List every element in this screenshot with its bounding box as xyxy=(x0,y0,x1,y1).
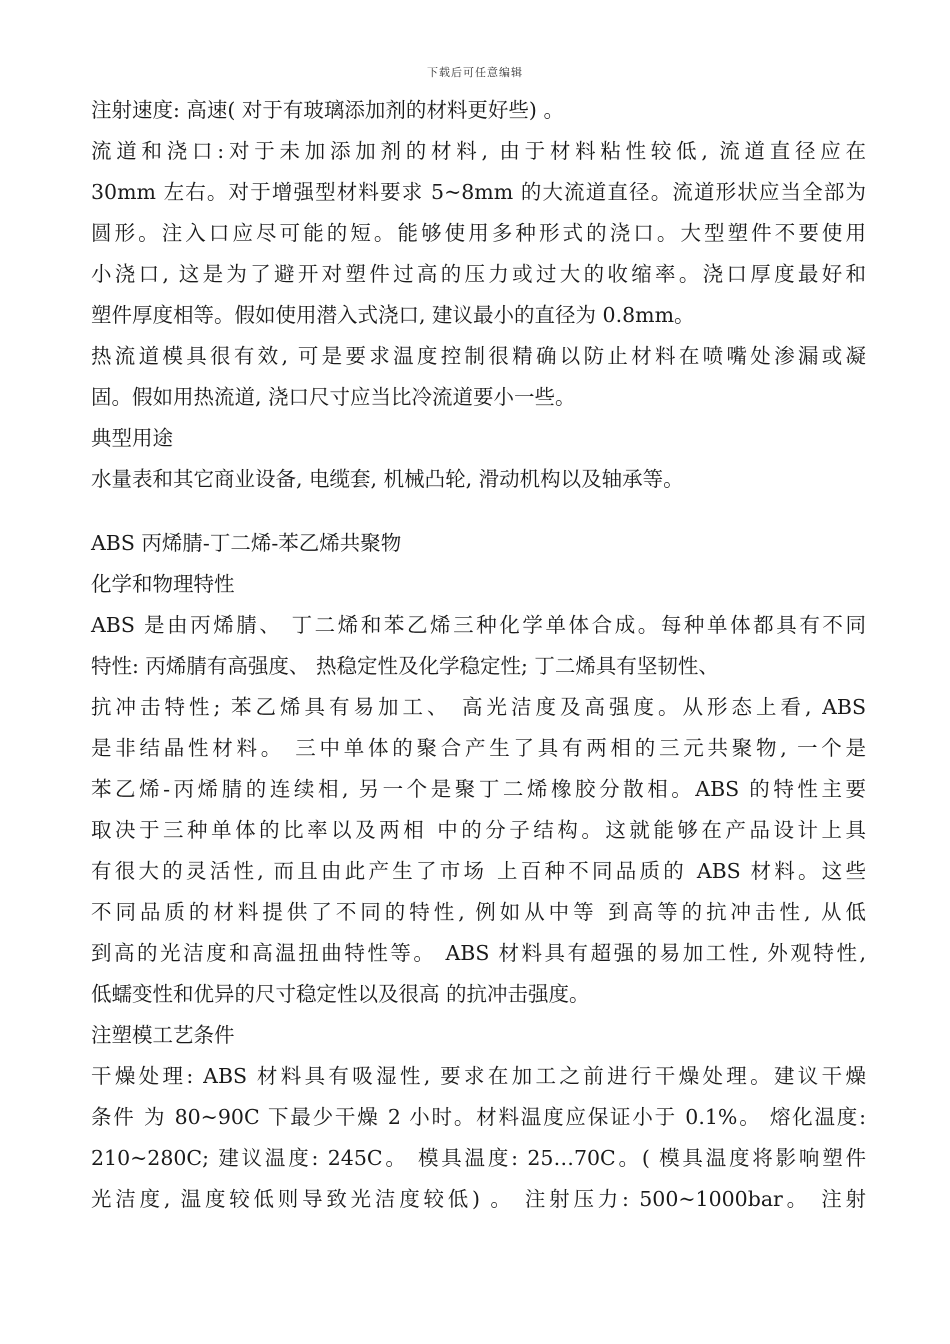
text-line: 取决于三种单体的比率以及两相 中的分子结构。这就能够在产品设计上具 xyxy=(91,818,866,842)
section-title-abs: ABS 丙烯腈-丁二烯-苯乙烯共聚物 xyxy=(91,531,402,555)
text-line: 是非结晶性材料。 三中单体的聚合产生了具有两相的三元共聚物, 一个是 xyxy=(91,736,866,760)
text-line: 低蠕变性和优异的尺寸稳定性以及很高 的抗冲击强度。 xyxy=(91,982,590,1006)
paragraph-gap xyxy=(91,500,866,523)
text-line: 小浇口, 这是为了避开对塑件过高的压力或过大的收缩率。浇口厚度最好和 xyxy=(91,262,866,286)
text-line: 光洁度, 温度较低则导致光洁度较低) 。 注射压力: 500~1000bar。 注射 xyxy=(91,1187,866,1211)
text-line: 条件 为 80~90C 下最少干燥 2 小时。材料温度应保证小于 0.1%。 熔化温度: xyxy=(91,1105,866,1129)
text-line: 特性: 丙烯腈有高强度、 热稳定性及化学稳定性; 丁二烯具有坚韧性、 xyxy=(91,654,719,678)
page-header-note: 下载后可任意编辑 xyxy=(427,66,523,79)
text-line: 热流道模具很有效, 可是要求温度控制很精确以防止材料在喷嘴处渗漏或凝 xyxy=(91,344,866,368)
text-line: 干燥处理: ABS 材料具有吸湿性, 要求在加工之前进行干燥处理。建议干燥 xyxy=(91,1064,866,1088)
text-line: 圆形。注入口应尽可能的短。能够使用多种形式的浇口。大型塑件不要使用 xyxy=(91,221,866,245)
text-line: 抗冲击特性; 苯乙烯具有易加工、 高光洁度及高强度。从形态上看, ABS xyxy=(91,695,866,719)
text-line: 流道和浇口:对于未加添加剂的材料, 由于材料粘性较低, 流道直径应在 xyxy=(91,139,866,163)
text-line: 固。假如用热流道, 浇口尺寸应当比冷流道要小一些。 xyxy=(91,385,576,409)
text-line: 有很大的灵活性, 而且由此产生了市场 上百种不同品质的 ABS 材料。这些 xyxy=(91,859,866,883)
text-line: 不同品质的材料提供了不同的特性, 例如从中等 到高等的抗冲击性, 从低 xyxy=(91,900,866,924)
section-heading-molding-conditions: 注塑模工艺条件 xyxy=(91,1023,235,1047)
text-line: 苯乙烯-丙烯腈的连续相, 另一个是聚丁二烯橡胶分散相。ABS 的特性主要 xyxy=(91,777,866,801)
text-line: 塑件厚度相等。假如使用潜入式浇口, 建议最小的直径为 0.8mm。 xyxy=(91,303,695,327)
text-line: 水量表和其它商业设备, 电缆套, 机械凸轮, 滑动机构以及轴承等。 xyxy=(91,467,684,491)
section-heading-properties: 化学和物理特性 xyxy=(91,572,235,596)
text-line: 210~280C; 建议温度: 245C。 模具温度: 25…70C。( 模具温度将影响塑件 xyxy=(91,1146,866,1170)
section-heading-typical-uses: 典型用途 xyxy=(91,426,173,450)
text-line: 到高的光洁度和高温扭曲特性等。 ABS 材料具有超强的易加工性, 外观特性, xyxy=(91,941,866,965)
text-line: ABS 是由丙烯腈、 丁二烯和苯乙烯三种化学单体合成。每种单体都具有不同 xyxy=(91,613,866,637)
text-line: 30mm 左右。对于增强型材料要求 5~8mm 的大流道直径。流道形状应当全部为 xyxy=(91,180,866,204)
text-line: 注射速度: 高速( 对于有玻璃添加剂的材料更好些) 。 xyxy=(91,98,564,122)
document-body xyxy=(91,90,866,1220)
